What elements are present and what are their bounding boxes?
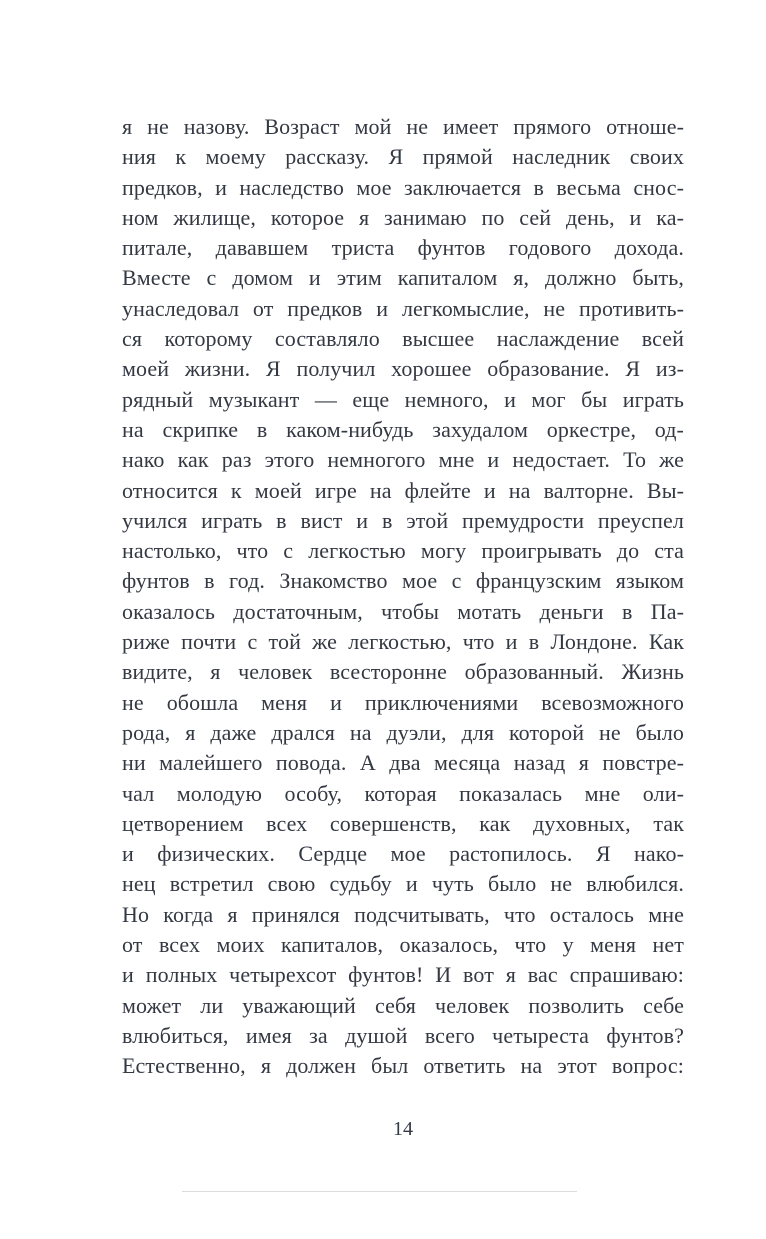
text-line: моей жизни. Я получил хорошее образование. Я из-: [122, 356, 684, 382]
footer-divider: [182, 1191, 577, 1192]
body-text: [122, 112, 684, 1082]
text-line: Естественно, я должен был ответить на этот вопрос:: [122, 1053, 684, 1079]
text-line: на скрипке в каком-нибудь захудалом оркестре, од-: [122, 416, 684, 442]
text-line: Но когда я принялся подсчитывать, что осталось мне: [122, 901, 684, 927]
text-line: я не назову. Возраст мой не имеет прямого отноше-: [122, 114, 684, 139]
text-line: нец встретил свою судьбу и чуть было не влюбился.: [122, 871, 684, 897]
text-line: унаследовал от предков и легкомыслие, не противить-: [122, 295, 684, 321]
text-line: ния к моему рассказу. Я прямой наследник своих: [122, 144, 684, 170]
text-line: может ли уважающий себя человек позволить себе: [122, 992, 684, 1018]
text-line: риже почти с той же легкостью, что и в Лондоне. Как: [122, 629, 684, 655]
text-line: ся которому составляло высшее наслаждение всей: [122, 326, 684, 352]
text-line: цетворением всех совершенств, как духовных, так: [122, 810, 684, 836]
text-line: Вместе с домом и этим капиталом я, должно быть,: [122, 265, 684, 291]
text-line: ни малейшего повода. А два месяца назад я повстре-: [122, 750, 684, 776]
text-line: видите, я человек всесторонне образованный. Жизнь: [122, 659, 684, 685]
text-line: относится к моей игре на флейте и на валторне. Вы-: [122, 477, 684, 503]
text-line: ном жилище, которое я занимаю по сей день, и ка-: [122, 204, 684, 230]
text-line: рода, я даже дрался на дуэли, для которой не было: [122, 719, 684, 745]
text-line: от всех моих капиталов, оказалось, что у меня нет: [122, 932, 684, 958]
text-line: рядный музыкант — еще немного, и мог бы играть: [122, 386, 684, 412]
text-line: и полных четырехсот фунтов! И вот я вас спрашиваю:: [122, 962, 684, 988]
text-line: настолько, что с легкостью могу проигрывать до ста: [122, 538, 684, 564]
text-line: нако как раз этого немногого мне и недостает. То же: [122, 447, 684, 473]
text-line: питале, дававшем триста фунтов годового дохода.: [122, 235, 684, 261]
text-line: влюбиться, имея за душой всего четыреста фунтов?: [122, 1022, 684, 1048]
text-line: оказалось достаточным, чтобы мотать деньги в Па-: [122, 598, 684, 624]
text-line: предков, и наследство мое заключается в весьма снос-: [122, 174, 684, 200]
text-line: чал молодую особу, которая показалась мне оли-: [122, 780, 684, 806]
text-line: фунтов в год. Знакомство мое с французским языком: [122, 568, 684, 594]
text-line: и физических. Сердце мое растопилось. Я нако-: [122, 841, 684, 867]
page-number: 14: [393, 1118, 413, 1140]
text-line: учился играть в вист и в этой премудрости преуспел: [122, 507, 684, 533]
text-line: не обошла меня и приключениями всевозможного: [122, 689, 684, 715]
